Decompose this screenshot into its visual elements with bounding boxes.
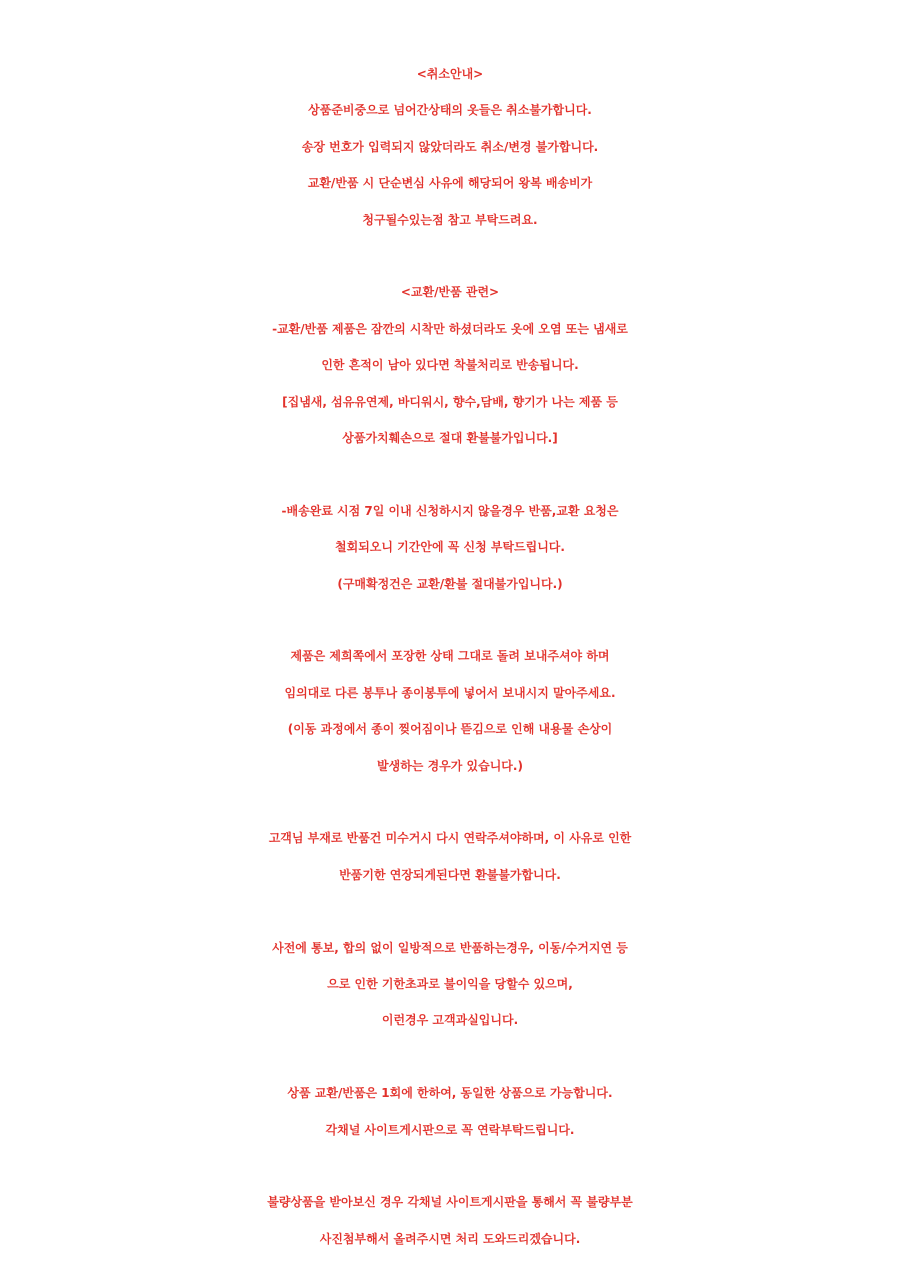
absence-line-2: 반품기한 연장되게된다면 환불불가합니다.: [339, 867, 561, 882]
once-line-2: 각채널 사이트게시판으로 꼭 연락부탁드립니다.: [325, 1122, 575, 1137]
notice-document: [0, 56, 900, 1257]
section-gap: [0, 456, 900, 492]
exchange-heading: <교환/반품 관련>: [400, 285, 500, 300]
exchange-line-1: -교환/반품 제품은 잠깐의 시착만 하셨더라도 옷에 오염 또는 냄새로: [272, 321, 628, 336]
cancel-heading: <취소안내>: [416, 67, 484, 81]
section-gap: [0, 602, 900, 638]
unilateral-line-2: 으로 인한 기한초과로 불이익을 당할수 있으며,: [327, 977, 573, 992]
section-gap: [0, 893, 900, 929]
unilateral-line-1: 사전에 통보, 합의 없이 일방적으로 반품하는경우, 이동/수거지연 등: [272, 940, 628, 955]
defect-line-2: 사진첨부해서 올려주시면 처리 도와드리겠습니다.: [319, 1231, 581, 1246]
packaging-line-4: 발생하는 경우가 있습니다.): [377, 758, 523, 773]
deadline-line-2: 철회되오니 기간안에 꼭 신청 부탁드립니다.: [335, 540, 565, 555]
exchange-line-3: [집냄새, 섬유유연제, 바디워시, 향수,담배, 향기가 나는 제품 등: [282, 394, 618, 409]
cancel-line-4: 청구될수있는점 참고 부탁드려요.: [362, 212, 538, 227]
cancel-line-2: 송장 번호가 입력되지 않았더라도 취소/변경 불가합니다.: [301, 139, 599, 154]
packaging-line-1: 제품은 제희쪽에서 포장한 상태 그대로 돌려 보내주셔야 하며: [290, 649, 610, 664]
section-gap: [0, 238, 900, 274]
cancel-line-1: 상품준비중으로 넘어간상태의 옷들은 취소불가합니다.: [308, 103, 592, 118]
packaging-line-2: 임의대로 다른 봉투나 종이봉투에 넣어서 보내시지 말아주세요.: [284, 685, 616, 700]
cancel-line-3: 교환/반품 시 단순변심 사유에 해당되어 왕복 배송비가: [307, 176, 593, 191]
packaging-line-3: (이동 과정에서 종이 찢어짐이나 뜯김으로 인해 내용물 손상이: [287, 722, 613, 737]
defect-line-1: 불량상품을 받아보신 경우 각채널 사이트게시판을 통해서 꼭 불량부분: [267, 1195, 633, 1210]
exchange-line-4: 상품가치훼손으로 절대 환불불가입니다.]: [342, 431, 558, 446]
exchange-line-2: 인한 흔적이 남아 있다면 착불처리로 반송됩니다.: [321, 358, 579, 373]
section-gap: [0, 1039, 900, 1075]
deadline-line-1: -배송완료 시점 7일 이내 신청하시지 않을경우 반품,교환 요청은: [281, 503, 619, 518]
section-gap: [0, 784, 900, 820]
section-gap: [0, 1148, 900, 1184]
unilateral-line-3: 이런경우 고객과실입니다.: [381, 1013, 519, 1028]
absence-line-1: 고객님 부재로 반품건 미수거시 다시 연락주셔야하며, 이 사유로 인한: [268, 831, 632, 846]
deadline-line-3: (구매확정건은 교환/환불 절대불가입니다.): [337, 576, 563, 591]
once-line-1: 상품 교환/반품은 1회에 한하여, 동일한 상품으로 가능합니다.: [287, 1086, 613, 1101]
